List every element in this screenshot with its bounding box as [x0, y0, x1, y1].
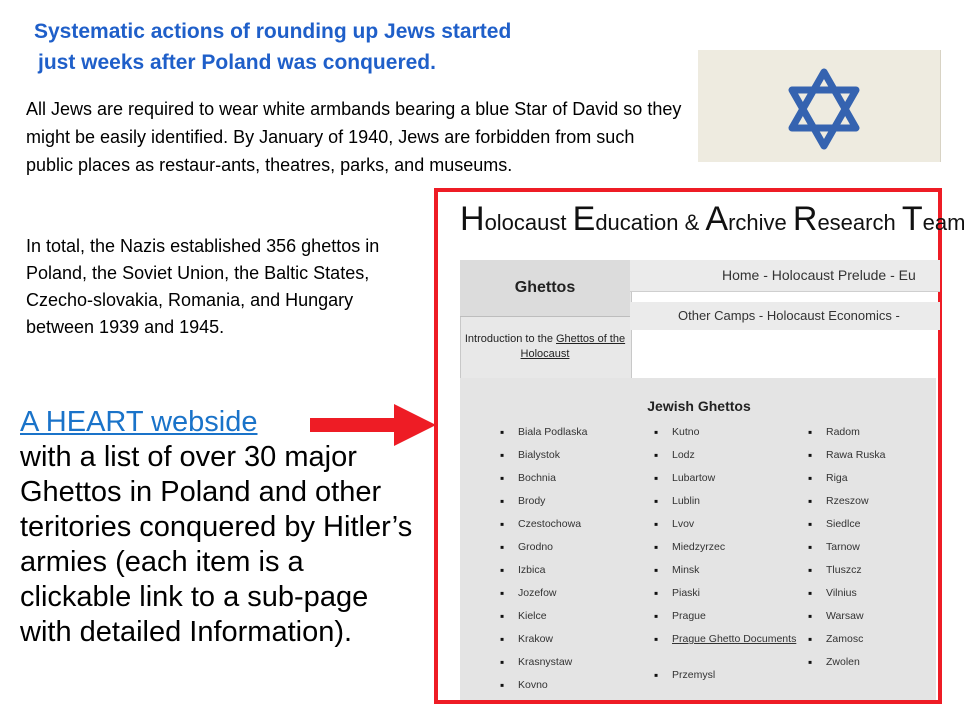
headline — [34, 16, 674, 78]
ghetto-link-vilnius[interactable]: ▪ Vilnius — [806, 587, 886, 610]
ghetto-link-lodz[interactable]: ▪ Lodz — [652, 449, 796, 472]
headline-line-1: Systematic actions of rounding up Jews started — [34, 20, 512, 43]
ghetto-list-column-1 — [498, 426, 587, 702]
ghetto-link-radom[interactable]: ▪ Radom — [806, 426, 886, 449]
ghetto-link-jozefow[interactable]: ▪ Jozefow — [498, 587, 587, 610]
ghetto-link-bialystok[interactable]: ▪ Bialystok — [498, 449, 587, 472]
ghetto-link-rzeszow[interactable]: ▪ Rzeszow — [806, 495, 886, 518]
ghetto-link-piaski[interactable]: ▪ Piaski — [652, 587, 796, 610]
armband-paragraph: All Jews are required to wear white armbands bearing a blue Star of David so they might be easily identified. By January of 1940, Jews are forbidden from such public places as restaur-ants, theatres, parks, and museums. — [26, 99, 682, 175]
ghetto-list-column-2 — [652, 426, 796, 692]
ghetto-link-lvov[interactable]: ▪ Lvov — [652, 518, 796, 541]
site-nav-secondary[interactable]: Other Camps - Holocaust Economics - — [630, 302, 940, 330]
ghetto-link-krakow[interactable]: ▪ Krakow — [498, 633, 587, 656]
ghetto-link-zwolen[interactable]: ▪ Zwolen — [806, 656, 886, 679]
heart-website-screenshot — [434, 188, 965, 704]
ghetto-link-minsk[interactable]: ▪ Minsk — [652, 564, 796, 587]
intro-prefix: Introduction to the — [464, 333, 556, 345]
intro-link-box — [460, 316, 630, 376]
ghetto-link-prague[interactable]: ▪ Prague — [652, 610, 796, 633]
ghetto-link-brody[interactable]: ▪ Brody — [498, 495, 587, 518]
ghetto-link-grodno[interactable]: ▪ Grodno — [498, 541, 587, 564]
ghetto-link-krasnystaw[interactable]: ▪ Krasnystaw — [498, 656, 587, 679]
jewish-ghettos-heading: Jewish Ghettos — [647, 398, 751, 414]
heart-website-link[interactable]: A HEART webside — [20, 406, 258, 438]
ghetto-link-riga[interactable]: ▪ Riga — [806, 472, 886, 495]
armband-photo — [698, 50, 941, 162]
ghetto-link-kielce[interactable]: ▪ Kielce — [498, 610, 587, 633]
ghetto-link-tarnow[interactable]: ▪ Tarnow — [806, 541, 886, 564]
link-description: with a list of over 30 major Ghettos in Poland and other teritories conquered by Hitler’s armies (each item is a clickable link to a sub-page with detailed Information). — [20, 441, 413, 648]
ghetto-link-lublin[interactable]: ▪ Lublin — [652, 495, 796, 518]
ghetto-list-column-3 — [806, 426, 886, 679]
ghetto-link-prague-ghetto-documents[interactable]: ▪ Prague Ghetto Documents — [652, 633, 796, 669]
ghetto-link-rawa-ruska[interactable]: ▪ Rawa Ruska — [806, 449, 886, 472]
red-arrow-icon — [310, 402, 438, 448]
ghetto-link-siedlce[interactable]: ▪ Siedlce — [806, 518, 886, 541]
ghetto-link-czestochowa[interactable]: ▪ Czestochowa — [498, 518, 587, 541]
ghetto-link-izbica[interactable]: ▪ Izbica — [498, 564, 587, 587]
ghetto-link-miedzyrzec[interactable]: ▪ Miedzyrzec — [652, 541, 796, 564]
ghetto-link-biala-podlaska[interactable]: ▪ Biala Podlaska — [498, 426, 587, 449]
tab-ghettos[interactable]: Ghettos — [460, 260, 630, 317]
ghetto-link-tluszcz[interactable]: ▪ Tluszcz — [806, 564, 886, 587]
intro-ghettos-link[interactable]: Ghettos of the Holocaust — [520, 333, 626, 360]
headline-line-2: just weeks after Poland was conquered. — [38, 51, 436, 74]
ghetto-link-lubartow[interactable]: ▪ Lubartow — [652, 472, 796, 495]
ghetto-link-warsaw[interactable]: ▪ Warsaw — [806, 610, 886, 633]
site-nav-primary[interactable]: Home - Holocaust Prelude - Eu — [630, 260, 940, 292]
heart-site-title: Holocaust Education & Archive Research Team — [460, 200, 965, 238]
ghetto-link-kovno[interactable]: ▪ Kovno — [498, 679, 587, 702]
ghettos-paragraph: In total, the Nazis established 356 ghettos in Poland, the Soviet Union, the Baltic States, Czecho-slovakia, Romania, and Hungary between 1939 and 1945. — [26, 236, 380, 337]
ghetto-link-przemysl[interactable]: ▪ Przemysl — [652, 669, 796, 692]
ghetto-link-zamosc[interactable]: ▪ Zamosc — [806, 633, 886, 656]
ghetto-link-bochnia[interactable]: ▪ Bochnia — [498, 472, 587, 495]
ghetto-link-kutno[interactable]: ▪ Kutno — [652, 426, 796, 449]
star-of-david-icon — [698, 50, 940, 162]
